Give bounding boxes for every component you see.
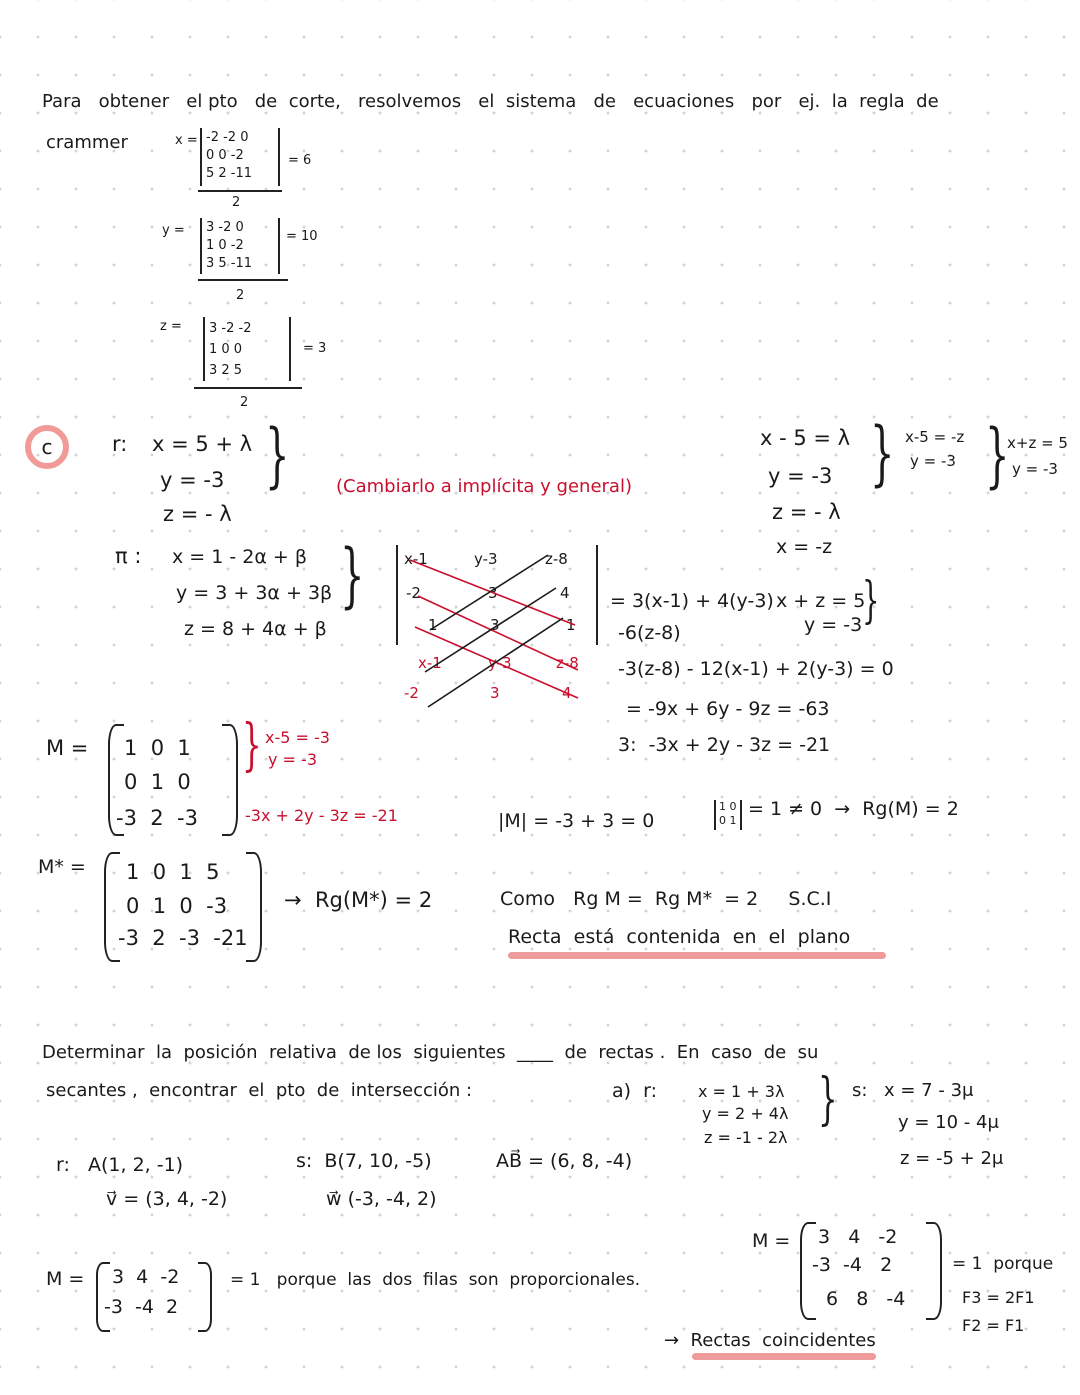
s-point-B: s: B(7, 10, -5): [296, 1150, 432, 1172]
matrix-M3-note: = 1 porque: [952, 1254, 1054, 1274]
cramer-z-determinant: 3 -2 -2 1 0 0 3 2 5: [203, 317, 291, 381]
step-col1-3: x = -z: [776, 536, 833, 558]
step-col3-1: y = -3: [1012, 460, 1058, 478]
ex-s-label: s:: [852, 1080, 868, 1101]
cramer-z-denominator: 2: [240, 395, 249, 410]
conversion-note: (Cambiarlo a implícita y general): [336, 476, 632, 497]
exercise-line-1: Determinar la posición relativa de los siguientes ____ de rectas . En caso de su: [42, 1042, 819, 1063]
paren-right: [926, 1222, 942, 1320]
matrix-M-star-row: 0 1 0 -3: [126, 894, 228, 918]
paren-right: [198, 1262, 212, 1332]
highlight-underline: [508, 952, 886, 959]
expansion-line-1: = 3(x-1) + 4(y-3): [610, 590, 774, 612]
pi-eq-y: y = 3 + 3α + 3β: [176, 582, 333, 604]
sarrus-repeat-cell: -2: [404, 684, 419, 702]
matrix-M-star-row: -3 2 -3 -21: [118, 926, 248, 950]
intro-line-1: Para obtener el pto de corte, resolvemos el sistema de ecuaciones por ej. la regla de: [42, 91, 939, 112]
sarrus-repeat-cell: z-8: [556, 654, 579, 672]
sarrus-cell: z-8: [545, 550, 568, 568]
matrix-M2-row: 3 4 -2: [112, 1266, 180, 1288]
matrix-M-star-label: M* =: [38, 856, 86, 878]
ex-r-eq-x: x = 1 + 3λ: [698, 1082, 785, 1101]
sarrus-repeat-cell: 4: [562, 684, 572, 702]
ex-s-eq-y: y = 10 - 4μ: [898, 1112, 999, 1133]
sarrus-repeat-cell: 3: [490, 684, 500, 702]
brace: }: [870, 412, 895, 494]
matrix-M3-row: 3 4 -2: [818, 1226, 898, 1248]
paren-right: [222, 724, 238, 836]
section-marker-c: c: [25, 425, 69, 469]
brace: }: [985, 414, 1010, 496]
minor-result: = 1 ≠ 0 → Rg(M) = 2: [748, 798, 959, 820]
implicit-r-1: y = -3: [804, 614, 863, 636]
exercise-part-a: a) r:: [612, 1080, 658, 1102]
matrix-M-label: M =: [46, 736, 89, 760]
ex-r-eq-y: y = 2 + 4λ: [702, 1104, 789, 1123]
matrix-M3-reason-1: F3 = 2F1: [962, 1288, 1035, 1307]
sarrus-cell: y-3: [474, 550, 498, 568]
exercise-line-2: secantes , encontrar el pto de intersección :: [46, 1080, 473, 1101]
matrix-M-row: -3 2 -3: [116, 806, 198, 830]
matrix-M-row: 1 0 1: [124, 736, 191, 760]
vector-AB: AB⃗ = (6, 8, -4): [496, 1150, 633, 1172]
pi-eq-z: z = 8 + 4α + β: [184, 618, 327, 640]
cramer-y-label: y =: [162, 223, 185, 238]
r-eq-z: z = - λ: [163, 502, 232, 526]
matrix-M2-row: -3 -4 2: [104, 1296, 179, 1318]
M-note-top-1: y = -3: [268, 750, 317, 769]
r-eq-x: x = 5 + λ: [152, 432, 253, 456]
sarrus-cell: 3: [488, 584, 498, 602]
intro-line-2: crammer: [46, 132, 128, 153]
r-vector-v: v⃗ = (3, 4, -2): [106, 1188, 228, 1210]
cramer-z-label: z =: [160, 319, 182, 334]
step-col3-0: x+z = 5: [1007, 434, 1068, 452]
brace: }: [265, 414, 290, 496]
cramer-y-denominator: 2: [236, 288, 245, 303]
det-M: |M| = -3 + 3 = 0: [498, 810, 655, 832]
step-col2-1: y = -3: [910, 452, 956, 470]
cramer-x-determinant: -2 -2 0 0 0 -2 5 2 -11: [200, 128, 280, 186]
implicit-r-0: x + z = 5: [776, 590, 866, 612]
step-col2-0: x-5 = -z: [905, 428, 965, 446]
matrix-M3-row: -3 -4 2: [812, 1254, 893, 1276]
sarrus-cell: x-1: [404, 550, 428, 568]
sarrus-cell: 3: [490, 616, 500, 634]
minor-determinant: 1 0 0 1: [714, 800, 742, 830]
r-point-A: r: A(1, 2, -1): [56, 1154, 184, 1176]
step-col1-0: x - 5 = λ: [760, 426, 851, 450]
step-col1-1: y = -3: [768, 464, 833, 488]
paren-right: [246, 852, 262, 962]
conclusion-contained: Recta está contenida en el plano: [508, 926, 851, 948]
highlight-underline: [692, 1353, 876, 1360]
expansion-line-5: 3: -3x + 2y - 3z = -21: [618, 734, 831, 756]
brace: }: [340, 534, 365, 616]
ex-s-eq-x: x = 7 - 3μ: [884, 1080, 974, 1101]
brace: }: [242, 713, 262, 778]
sarrus-cell: 1: [428, 616, 438, 634]
M-note-top-0: x-5 = -3: [265, 728, 330, 747]
brace: }: [818, 1067, 838, 1132]
expansion-line-3: -3(z-8) - 12(x-1) + 2(y-3) = 0: [618, 658, 894, 680]
expansion-line-2: -6(z-8): [618, 622, 681, 644]
matrix-M3-row: 6 8 -4: [826, 1288, 906, 1310]
matrix-M-star-row: 1 0 1 5: [126, 860, 220, 884]
sarrus-cell: 4: [560, 584, 570, 602]
matrix-M2-label: M =: [46, 1268, 85, 1290]
sarrus-cell: -2: [406, 584, 421, 602]
pi-label: π :: [115, 544, 142, 568]
matrix-M2-note: = 1 porque las dos filas son proporcionales.: [230, 1270, 641, 1290]
cramer-x-result: = 6: [288, 153, 312, 168]
sarrus-cell: 1: [566, 616, 576, 634]
conclusion-coincident: → Rectas coincidentes: [664, 1330, 876, 1351]
matrix-M-row: 0 1 0: [124, 770, 191, 794]
sarrus-repeat-cell: x-1: [418, 654, 442, 672]
rank-M-star: → Rg(M*) = 2: [284, 888, 433, 912]
cramer-y-result: = 10: [286, 229, 318, 244]
r-label: r:: [112, 432, 128, 456]
step-col1-2: z = - λ: [772, 500, 841, 524]
s-vector-w: w⃗ (-3, -4, 2): [326, 1188, 437, 1210]
cramer-z-result: = 3: [303, 341, 327, 356]
matrix-M3-label: M =: [752, 1230, 791, 1252]
matrix-M3-reason-2: F2 = F1: [962, 1316, 1025, 1335]
expansion-line-4: = -9x + 6y - 9z = -63: [626, 698, 830, 720]
brace: }: [862, 571, 880, 629]
r-eq-y: y = -3: [160, 468, 225, 492]
ex-s-eq-z: z = -5 + 2μ: [900, 1148, 1004, 1169]
sarrus-repeat-cell: y-3: [488, 654, 512, 672]
cramer-x-label: x =: [175, 133, 198, 148]
conclusion-ranks: Como Rg M = Rg M* = 2 S.C.I: [500, 888, 832, 910]
cramer-x-denominator: 2: [232, 195, 241, 210]
pi-eq-x: x = 1 - 2α + β: [172, 546, 308, 568]
M-note-bottom: -3x + 2y - 3z = -21: [245, 806, 398, 825]
cramer-y-determinant: 3 -2 0 1 0 -2 3 5 -11: [200, 218, 280, 274]
ex-r-eq-z: z = -1 - 2λ: [704, 1128, 788, 1147]
